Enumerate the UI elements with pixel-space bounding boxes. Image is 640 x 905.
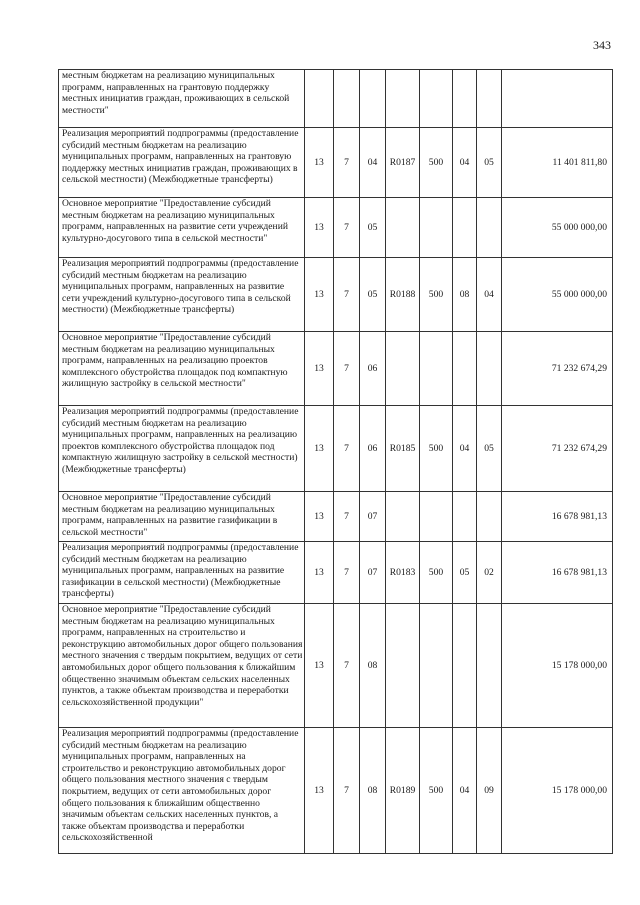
cell-amount bbox=[502, 70, 613, 128]
cell-code-7: 05 bbox=[477, 406, 502, 492]
page-number: 343 bbox=[593, 38, 611, 52]
cell-code-7: 05 bbox=[477, 128, 502, 198]
cell-code-6 bbox=[453, 332, 477, 406]
row-description: Основное мероприятие "Предоставление субсидий местным бюджетам на реализацию муниципальных программ, направленных на реализацию проектов комплексного обустройства площадок под компактную жилищную застройку в сельской местности" bbox=[59, 332, 305, 406]
cell-amount: 55 000 000,00 bbox=[502, 258, 613, 332]
cell-code-6 bbox=[453, 604, 477, 728]
cell-code-5: 500 bbox=[420, 128, 453, 198]
cell-code-3: 05 bbox=[360, 198, 386, 258]
cell-code-5: 500 bbox=[420, 728, 453, 854]
row-description: Реализация мероприятий подпрограммы (предоставление субсидий местным бюджетам на реализацию муниципальных программ, направленных на строительство и реконструкцию автомобильных дорог общего пользования местного значения с твердым покрытием, ведущих от сети автомобильных дорог общего пользования к ближайшим общественно значимым объектам сельских населенных пунктов, а также объектам производства и переработки сельскохозяйственной bbox=[59, 728, 305, 854]
cell-code-7: 09 bbox=[477, 728, 502, 854]
cell-code-5 bbox=[420, 332, 453, 406]
cell-code-5 bbox=[420, 70, 453, 128]
row-description: Реализация мероприятий подпрограммы (предоставление субсидий местным бюджетам на реализацию муниципальных программ, направленных на развитие газификации в сельской местности) (Межбюджетные трансферты) bbox=[59, 542, 305, 604]
cell-code-4 bbox=[386, 332, 420, 406]
cell-amount: 71 232 674,29 bbox=[502, 406, 613, 492]
cell-code-3: 06 bbox=[360, 332, 386, 406]
cell-code-5 bbox=[420, 604, 453, 728]
cell-code-7 bbox=[477, 198, 502, 258]
cell-code-7: 04 bbox=[477, 258, 502, 332]
cell-code-4: R0189 bbox=[386, 728, 420, 854]
cell-code-1: 13 bbox=[305, 198, 334, 258]
table-row bbox=[59, 70, 613, 128]
row-description: Реализация мероприятий подпрограммы (предоставление субсидий местным бюджетам на реализацию муниципальных программ, направленных на развитие сети учреждений культурно-досугового типа в сельской местности) (Межбюджетные трансферты) bbox=[59, 258, 305, 332]
cell-code-3: 06 bbox=[360, 406, 386, 492]
cell-code-5: 500 bbox=[420, 406, 453, 492]
cell-code-2: 7 bbox=[334, 542, 360, 604]
cell-code-7 bbox=[477, 332, 502, 406]
table-row bbox=[59, 258, 613, 332]
cell-code-1: 13 bbox=[305, 542, 334, 604]
cell-code-4 bbox=[386, 492, 420, 542]
cell-code-2: 7 bbox=[334, 604, 360, 728]
cell-code-3: 04 bbox=[360, 128, 386, 198]
cell-amount: 16 678 981,13 bbox=[502, 492, 613, 542]
cell-code-6 bbox=[453, 70, 477, 128]
cell-code-2: 7 bbox=[334, 258, 360, 332]
table-row bbox=[59, 198, 613, 258]
cell-code-5 bbox=[420, 198, 453, 258]
cell-code-3: 07 bbox=[360, 492, 386, 542]
cell-amount: 15 178 000,00 bbox=[502, 604, 613, 728]
cell-amount: 55 000 000,00 bbox=[502, 198, 613, 258]
cell-amount: 11 401 811,80 bbox=[502, 128, 613, 198]
cell-amount: 15 178 000,00 bbox=[502, 728, 613, 854]
cell-code-2: 7 bbox=[334, 492, 360, 542]
table-row bbox=[59, 332, 613, 406]
cell-code-7 bbox=[477, 70, 502, 128]
cell-code-5: 500 bbox=[420, 258, 453, 332]
table-row bbox=[59, 128, 613, 198]
cell-code-3: 05 bbox=[360, 258, 386, 332]
cell-code-6: 04 bbox=[453, 128, 477, 198]
cell-code-1: 13 bbox=[305, 406, 334, 492]
table-row bbox=[59, 492, 613, 542]
table-row bbox=[59, 542, 613, 604]
cell-code-7 bbox=[477, 492, 502, 542]
cell-code-4: R0187 bbox=[386, 128, 420, 198]
cell-code-1: 13 bbox=[305, 332, 334, 406]
cell-code-7 bbox=[477, 604, 502, 728]
cell-code-3: 08 bbox=[360, 728, 386, 854]
cell-code-4 bbox=[386, 198, 420, 258]
cell-code-6: 08 bbox=[453, 258, 477, 332]
cell-amount: 71 232 674,29 bbox=[502, 332, 613, 406]
cell-code-2: 7 bbox=[334, 728, 360, 854]
row-description: Основное мероприятие "Предоставление субсидий местным бюджетам на реализацию муниципальных программ, направленных на строительство и реконструкцию автомобильных дорог общего пользования местного значения с твердым покрытием, ведущих от сети автомобильных дорог общего пользования к ближайшим общественно значимым объектам сельских населенных пунктов, а также объектам производства и переработки сельскохозяйственной продукции" bbox=[59, 604, 305, 728]
row-description: Реализация мероприятий подпрограммы (предоставление субсидий местным бюджетам на реализацию муниципальных программ, направленных на реализацию проектов комплексного обустройства площадок под компактную жилищную застройку в сельской местности) (Межбюджетные трансферты) bbox=[59, 406, 305, 492]
row-description: Реализация мероприятий подпрограммы (предоставление субсидий местным бюджетам на реализацию муниципальных программ, направленных на грантовую поддержку местных инициатив граждан, проживающих в сельской местности) (Межбюджетные трансферты) bbox=[59, 128, 305, 198]
cell-code-4: R0183 bbox=[386, 542, 420, 604]
cell-code-6 bbox=[453, 198, 477, 258]
cell-code-6: 04 bbox=[453, 728, 477, 854]
cell-code-4: R0188 bbox=[386, 258, 420, 332]
cell-code-2: 7 bbox=[334, 198, 360, 258]
cell-code-1: 13 bbox=[305, 492, 334, 542]
cell-code-1: 13 bbox=[305, 258, 334, 332]
cell-code-7: 02 bbox=[477, 542, 502, 604]
cell-code-2: 7 bbox=[334, 128, 360, 198]
row-description: местным бюджетам на реализацию муниципальных программ, направленных на грантовую поддержку местных инициатив граждан, проживающих в сельской местности" bbox=[59, 70, 305, 128]
cell-amount: 16 678 981,13 bbox=[502, 542, 613, 604]
cell-code-4 bbox=[386, 70, 420, 128]
cell-code-2 bbox=[334, 70, 360, 128]
cell-code-3 bbox=[360, 70, 386, 128]
cell-code-5 bbox=[420, 492, 453, 542]
cell-code-3: 07 bbox=[360, 542, 386, 604]
cell-code-6: 04 bbox=[453, 406, 477, 492]
cell-code-4: R0185 bbox=[386, 406, 420, 492]
cell-code-6: 05 bbox=[453, 542, 477, 604]
table-row bbox=[59, 604, 613, 728]
cell-code-5: 500 bbox=[420, 542, 453, 604]
row-description: Основное мероприятие "Предоставление субсидий местным бюджетам на реализацию муниципальных программ, направленных на развитие газификации в сельской местности" bbox=[59, 492, 305, 542]
table-row bbox=[59, 728, 613, 854]
row-description: Основное мероприятие "Предоставление субсидий местным бюджетам на реализацию муниципальных программ, направленных на развитие сети учреждений культурно-досугового типа в сельской местности" bbox=[59, 198, 305, 258]
cell-code-2: 7 bbox=[334, 406, 360, 492]
cell-code-1: 13 bbox=[305, 604, 334, 728]
table-row bbox=[59, 406, 613, 492]
cell-code-2: 7 bbox=[334, 332, 360, 406]
cell-code-4 bbox=[386, 604, 420, 728]
budget-table bbox=[58, 69, 613, 854]
cell-code-6 bbox=[453, 492, 477, 542]
cell-code-1 bbox=[305, 70, 334, 128]
cell-code-3: 08 bbox=[360, 604, 386, 728]
cell-code-1: 13 bbox=[305, 728, 334, 854]
cell-code-1: 13 bbox=[305, 128, 334, 198]
